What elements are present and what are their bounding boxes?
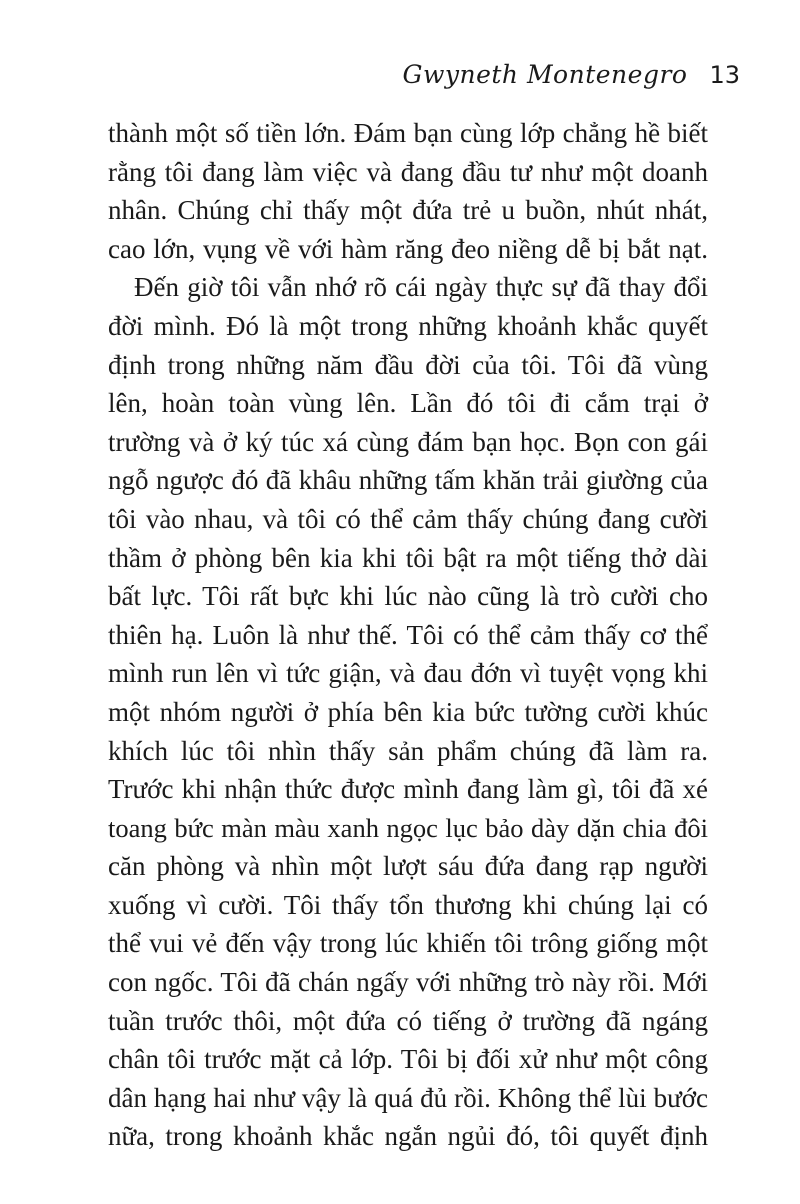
- text-line: thầm ở phòng bên kia khi tôi bật ra một tiếng thở dài: [108, 542, 708, 573]
- text-line: rằng tôi đang làm việc và đang đầu tư như một doanh: [108, 156, 708, 187]
- text-line: Trước khi nhận thức được mình đang làm gì, tôi đã xé: [108, 774, 708, 805]
- text-line: toang bức màn màu xanh ngọc lục bảo dày dặn chia đôi: [108, 812, 708, 843]
- text-line: dân hạng hai như vậy là quá đủ rồi. Không thể lùi bước: [108, 1082, 708, 1113]
- text-line: thành một số tiền lớn. Đám bạn cùng lớp chẳng hề biết: [108, 118, 708, 148]
- text-line: ngỗ ngược đó đã khâu những tấm khăn trải giường của: [108, 465, 708, 496]
- text-line: đời mình. Đó là một trong những khoảnh khắc quyết: [108, 310, 708, 341]
- text-line: lên, hoàn toàn vùng lên. Lần đó tôi đi cắm trại ở: [108, 388, 708, 419]
- body-text: [108, 114, 708, 1156]
- text-line: nhân. Chúng chỉ thấy một đứa trẻ u buồn, nhút nhát,: [108, 195, 708, 226]
- text-line: căn phòng và nhìn một lượt sáu đứa đang rạp người: [108, 851, 708, 882]
- text-line: một nhóm người ở phía bên kia bức tường cười khúc: [108, 696, 708, 727]
- text-line: cao lớn, vụng về với hàm răng đeo niềng dễ bị bắt nạt.: [108, 233, 708, 264]
- page-number: 13: [709, 61, 740, 89]
- running-header: [402, 60, 740, 89]
- text-line: xuống vì cười. Tôi thấy tổn thương khi chúng lại có: [108, 889, 708, 920]
- text-line: thiên hạ. Luôn là như thế. Tôi có thể cảm thấy cơ thể: [108, 619, 708, 650]
- author-name: Gwyneth Montenegro: [402, 60, 688, 89]
- text-line: tôi vào nhau, và tôi có thể cảm thấy chúng đang cười: [108, 503, 708, 534]
- text-line: nữa, trong khoảnh khắc ngắn ngủi đó, tôi quyết định: [108, 1121, 708, 1152]
- text-line: mình run lên vì tức giận, và đau đớn vì tuyệt vọng khi: [108, 658, 708, 689]
- text-line: Đến giờ tôi vẫn nhớ rõ cái ngày thực sự đã thay đổi: [134, 272, 708, 303]
- text-line: bất lực. Tôi rất bực khi lúc nào cũng là trò cười cho: [108, 581, 708, 612]
- text-line: định trong những năm đầu đời của tôi. Tôi đã vùng: [108, 349, 708, 380]
- text-line: khích lúc tôi nhìn thấy sản phẩm chúng đã làm ra.: [108, 735, 708, 766]
- text-line: con ngốc. Tôi đã chán ngấy với những trò này rồi. Mới: [108, 967, 708, 998]
- text-line: trường và ở ký túc xá cùng đám bạn học. Bọn con gái: [108, 426, 708, 457]
- text-line: tuần trước thôi, một đứa có tiếng ở trường đã ngáng: [108, 1005, 708, 1036]
- text-line: chân tôi trước mặt cả lớp. Tôi bị đối xử như một công: [108, 1044, 708, 1075]
- text-line: thể vui vẻ đến vậy trong lúc khiến tôi trông giống một: [108, 928, 708, 959]
